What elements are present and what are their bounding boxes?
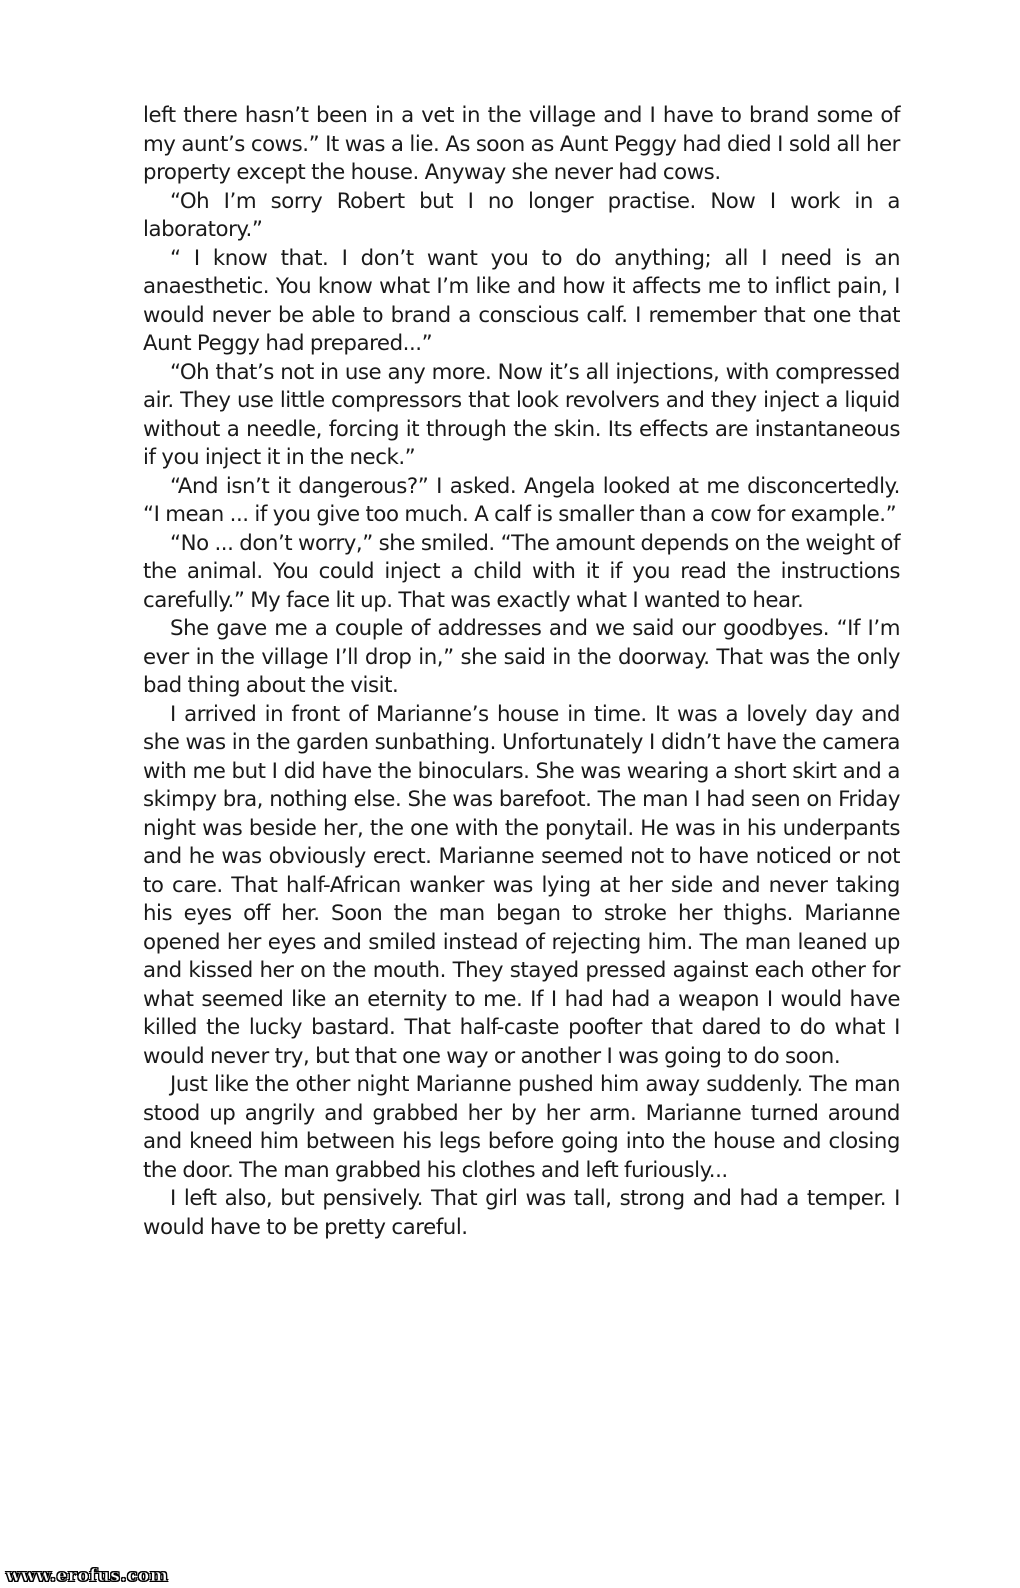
watermark	[0, 1563, 174, 1588]
paragraph: “No ... don’t worry,” she smiled. “The amount depends on the weight of the animal. You could inject a child with it if you read the instructions carefully.” My face lit up. That was exactly what I wanted to hear.	[143, 530, 900, 613]
paragraph: “Oh that’s not in use any more. Now it’s all injections, with compressed air. They use little compressors that look revolvers and they inject a liquid without a needle, forcing it through the skin. Its effects are instantaneous if you inject it in the neck.”	[143, 359, 900, 470]
paragraph: Just like the other night Marianne pushed him away suddenly. The man stood up angrily and grabbed her by her arm. Marianne turned around and kneed him between his legs before going into the house and closing the door. The man grabbed his clothes and left furiously...	[143, 1072, 900, 1183]
paragraph: left there hasn’t been in a vet in the village and I have to brand some of my aunt’s cows.” It was a lie. As soon as Aunt Peggy had died I sold all her property except the house. Anyway she never had cows.	[143, 103, 900, 185]
paragraph: I arrived in front of Marianne’s house in time. It was a lovely day and she was in the garden sunbathing. Unfortunately I didn’t have the camera with me but I did have the binoculars. She was wearing a short skirt and a skimpy bra, nothing else. She was barefoot. The man I had seen on Friday night was beside her, the one with the ponytail. He was in his underpants and he was obviously erect. Marianne seemed not to have noticed or not to care. That half-African wanker was lying at her side and never taking his eyes off her. Soon the man began to stroke her thighs. Marianne opened her eyes and smiled instead of rejecting him. The man leaned up and kissed her on the mouth. They stayed pressed against each other for what seemed like an eternity to me. If I had had a weapon I would have killed the lucky bastard. That half-caste poofter that dared to do what I would never try, but that one way or another I was going to do soon.	[143, 701, 900, 1069]
paragraph: “ I know that. I don’t want you to do anything; all I need is an anaesthetic. You know what I’m like and how it affects me to inflict pain, I would never be able to brand a conscious calf. I remember that one that Aunt Peggy had prepared...”	[143, 245, 900, 356]
paragraph: “And isn’t it dangerous?” I asked. Angela looked at me disconcertedly. “I mean ... if you give too much. A calf is smaller than a cow for example.”	[143, 473, 900, 527]
watermark-text: www.erofus.com	[6, 1565, 169, 1586]
page-body	[143, 102, 900, 1242]
paragraph: I left also, but pensively. That girl was tall, strong and had a temper. I would have to be pretty careful.	[143, 1186, 900, 1240]
paragraph: She gave me a couple of addresses and we said our goodbyes. “If I’m ever in the village I’ll drop in,” she said in the doorway. That was the only bad thing about the visit.	[143, 616, 900, 698]
paragraph: “Oh I’m sorry Robert but I no longer practise. Now I work in a laboratory.”	[143, 188, 900, 242]
